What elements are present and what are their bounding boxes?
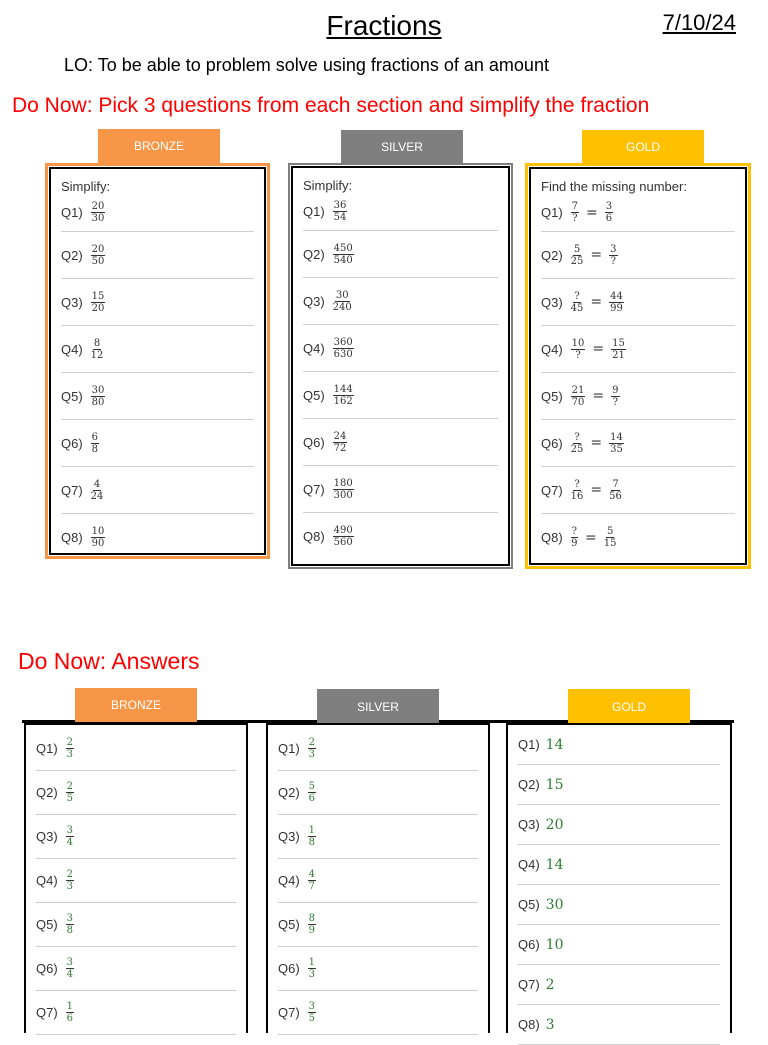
fraction-numerator: 3 xyxy=(66,825,74,836)
fraction-numerator: 360 xyxy=(333,336,353,348)
answer-label: Q6) xyxy=(278,961,300,976)
gold-question-list xyxy=(541,194,735,561)
fraction-denominator: 9 xyxy=(308,925,316,936)
fraction-denominator: 8 xyxy=(308,837,316,848)
question-row xyxy=(303,278,498,325)
fraction-numerator: 7 xyxy=(612,478,619,490)
silver-tag: SILVER xyxy=(341,130,463,164)
equals-sign: = xyxy=(585,529,597,546)
fraction-numerator: 14 xyxy=(610,431,623,443)
fraction-denominator: 9 xyxy=(571,538,578,549)
answer-label: Q4) xyxy=(36,873,58,888)
fraction-numerator: 1 xyxy=(66,1001,74,1012)
fraction xyxy=(571,479,584,502)
fraction xyxy=(66,781,74,804)
fraction-numerator: 30 xyxy=(91,384,105,396)
answer-value: 10 xyxy=(545,936,564,953)
fraction xyxy=(66,737,74,760)
fraction xyxy=(91,479,104,502)
equals-sign: = xyxy=(590,482,603,498)
question-row xyxy=(541,467,735,514)
question-row xyxy=(61,420,254,467)
fraction xyxy=(308,781,316,804)
fraction xyxy=(571,338,586,361)
question-row xyxy=(541,514,735,561)
question-label: Q6) xyxy=(303,434,325,450)
answer-row xyxy=(518,885,720,925)
fraction-denominator: 5 xyxy=(308,1013,316,1024)
silver-questions-panel xyxy=(288,163,513,569)
answers-silver-tag: SILVER xyxy=(317,689,439,725)
fraction-numerator: 5 xyxy=(573,243,581,255)
question-row xyxy=(61,232,254,279)
answer-row xyxy=(278,815,478,859)
date-label: 7/10/24 xyxy=(662,10,736,35)
fraction-denominator: 54 xyxy=(333,212,347,223)
answer-row xyxy=(36,815,236,859)
fraction-denominator: 99 xyxy=(610,302,623,314)
fraction xyxy=(604,526,617,549)
answer-row xyxy=(36,991,236,1035)
fraction-denominator: 300 xyxy=(333,489,353,501)
question-row xyxy=(61,514,254,561)
fraction-numerator: 8 xyxy=(308,913,316,924)
answer-label: Q3) xyxy=(278,829,300,844)
fraction-numerator: 30 xyxy=(335,289,349,301)
fraction-denominator: 72 xyxy=(333,442,347,454)
answer-label: Q3) xyxy=(518,817,540,832)
fraction-numerator: 7 xyxy=(571,201,579,212)
question-row xyxy=(303,372,498,419)
fraction-denominator: 80 xyxy=(91,396,105,408)
question-label: Q8) xyxy=(303,529,325,544)
fraction xyxy=(333,200,348,223)
answer-label: Q4) xyxy=(518,857,540,872)
question-row xyxy=(61,467,254,514)
answer-label: Q2) xyxy=(278,785,300,800)
fraction xyxy=(333,290,352,313)
fraction-numerator: 44 xyxy=(610,290,623,302)
bronze-instruction: Simplify: xyxy=(61,179,111,194)
fraction-denominator: 4 xyxy=(66,837,74,848)
question-label: Q1) xyxy=(541,205,563,220)
answer-value: 30 xyxy=(545,896,564,913)
answer-label: Q7) xyxy=(518,977,540,992)
fraction xyxy=(91,291,106,314)
question-row xyxy=(61,194,254,232)
question-label: Q7) xyxy=(303,481,325,497)
question-label: Q5) xyxy=(61,388,83,404)
fraction-denominator: 20 xyxy=(91,302,105,314)
fraction xyxy=(333,525,354,548)
bronze-questions-sheet xyxy=(49,167,266,555)
equals-sign: = xyxy=(586,204,598,221)
fraction-numerator: 144 xyxy=(333,383,353,395)
fraction-numerator: 3 xyxy=(308,1001,316,1012)
fraction xyxy=(66,825,74,848)
answer-label: Q1) xyxy=(278,741,300,756)
question-row xyxy=(61,373,254,420)
question-row xyxy=(303,325,498,372)
fraction-denominator: 15 xyxy=(603,538,617,549)
question-row xyxy=(303,193,498,231)
answer-row xyxy=(518,765,720,805)
fraction-numerator: 3 xyxy=(605,201,613,212)
answer-label: Q5) xyxy=(518,897,540,912)
fraction-numerator: 180 xyxy=(333,477,353,489)
fraction-denominator: 50 xyxy=(91,255,105,267)
fraction-denominator: 35 xyxy=(610,443,623,455)
answer-row xyxy=(278,947,478,991)
fraction-denominator: 24 xyxy=(90,490,104,502)
fraction xyxy=(91,338,104,361)
gold-instruction: Find the missing number: xyxy=(541,179,687,194)
fraction-denominator: 6 xyxy=(308,793,316,804)
answer-row xyxy=(278,859,478,903)
fraction-denominator: 7 xyxy=(308,881,316,892)
fraction-numerator: 10 xyxy=(571,337,585,349)
answers-bronze-tag: BRONZE xyxy=(75,688,197,722)
fraction xyxy=(66,1001,74,1024)
question-label: Q6) xyxy=(541,435,563,451)
question-row xyxy=(541,326,735,373)
fraction xyxy=(571,385,586,408)
question-row xyxy=(303,513,498,560)
learning-objective: LO: To be able to problem solve using fractions of an amount xyxy=(64,55,549,75)
fraction-numerator: 8 xyxy=(93,337,101,349)
question-label: Q3) xyxy=(303,293,325,309)
fraction xyxy=(611,385,619,408)
fraction-denominator: ? xyxy=(575,349,581,361)
fraction xyxy=(609,432,624,455)
answer-row xyxy=(518,725,720,765)
fraction-numerator: 2 xyxy=(308,737,316,748)
question-row xyxy=(303,466,498,513)
fraction-denominator: 90 xyxy=(91,538,105,549)
fraction-numerator: 3 xyxy=(610,243,617,255)
equals-sign: = xyxy=(590,247,603,263)
question-row xyxy=(541,373,735,420)
answer-label: Q5) xyxy=(36,917,58,932)
fraction xyxy=(308,913,316,936)
question-label: Q5) xyxy=(541,388,563,404)
question-label: Q4) xyxy=(303,340,325,356)
fraction-denominator: 16 xyxy=(570,490,584,502)
answer-row xyxy=(278,991,478,1035)
answer-row xyxy=(36,903,236,947)
answer-label: Q7) xyxy=(36,1005,58,1020)
bronze-answer-list xyxy=(36,727,236,1035)
fraction-denominator: 4 xyxy=(66,969,74,980)
fraction-denominator: 162 xyxy=(333,395,353,407)
fraction xyxy=(333,431,348,454)
question-row xyxy=(541,232,735,279)
fraction-numerator: 1 xyxy=(308,825,316,836)
fraction xyxy=(611,338,626,361)
fraction-denominator: 56 xyxy=(609,490,622,502)
fraction-denominator: 5 xyxy=(66,793,74,804)
fraction-denominator: 12 xyxy=(90,349,104,361)
fraction-numerator: 450 xyxy=(333,242,353,254)
fraction-denominator: 3 xyxy=(66,881,74,892)
fraction-numerator: ? xyxy=(574,431,580,443)
fraction-numerator: 15 xyxy=(91,290,105,302)
fraction xyxy=(308,1001,316,1024)
fraction-numerator: 490 xyxy=(333,525,353,536)
fraction xyxy=(609,244,617,267)
answer-label: Q4) xyxy=(278,873,300,888)
question-label: Q2) xyxy=(541,247,563,263)
fraction-numerator: 20 xyxy=(91,201,105,212)
fraction-numerator: 4 xyxy=(308,869,316,880)
fraction-numerator: 1 xyxy=(308,957,316,968)
answer-label: Q7) xyxy=(278,1005,300,1020)
bronze-questions-panel xyxy=(45,163,270,559)
fraction-numerator: 24 xyxy=(333,430,347,442)
question-row xyxy=(541,194,735,232)
fraction-denominator: 3 xyxy=(66,749,74,760)
question-row xyxy=(61,279,254,326)
answer-label: Q5) xyxy=(278,917,300,932)
question-row xyxy=(303,231,498,278)
question-label: Q4) xyxy=(541,341,563,357)
answer-label: Q1) xyxy=(518,737,540,752)
bronze-question-list xyxy=(61,194,254,561)
fraction-denominator: 30 xyxy=(91,213,105,224)
fraction xyxy=(605,201,613,224)
silver-answers-panel xyxy=(266,723,490,1033)
answer-value: 14 xyxy=(545,856,564,873)
fraction xyxy=(66,869,74,892)
fraction xyxy=(91,526,106,549)
fraction-denominator: 25 xyxy=(570,443,584,455)
answer-label: Q2) xyxy=(36,785,58,800)
answer-row xyxy=(36,947,236,991)
question-label: Q2) xyxy=(303,246,325,262)
answer-label: Q1) xyxy=(36,741,58,756)
gold-answer-list xyxy=(518,725,720,1045)
question-label: Q8) xyxy=(61,530,83,545)
fraction xyxy=(91,201,106,224)
question-row xyxy=(541,420,735,467)
fraction-numerator: 4 xyxy=(93,478,101,490)
fraction xyxy=(609,479,622,502)
silver-instruction: Simplify: xyxy=(303,178,353,193)
fraction-denominator: ? xyxy=(610,255,617,267)
gold-questions-panel xyxy=(525,163,751,569)
answer-label: Q6) xyxy=(36,961,58,976)
fraction xyxy=(571,432,584,455)
answer-row xyxy=(278,903,478,947)
fraction-numerator: 20 xyxy=(91,243,105,255)
bronze-tag: BRONZE xyxy=(98,129,220,163)
answer-value: 3 xyxy=(545,1016,555,1033)
fraction-denominator: 6 xyxy=(66,1013,74,1024)
equals-sign: = xyxy=(590,294,603,310)
fraction-denominator: 3 xyxy=(308,969,316,980)
answer-row xyxy=(518,925,720,965)
fraction xyxy=(333,243,354,266)
fraction-denominator: 240 xyxy=(332,301,352,313)
equals-sign: = xyxy=(592,341,605,357)
fraction-numerator: 10 xyxy=(91,526,105,537)
fraction-denominator: 25 xyxy=(570,255,584,267)
fraction xyxy=(66,957,74,980)
do-now-heading: Do Now: Pick 3 questions from each section and simplify the fraction xyxy=(12,94,650,117)
answer-row xyxy=(518,805,720,845)
fraction-numerator: 2 xyxy=(66,737,74,748)
answer-value: 15 xyxy=(545,776,564,793)
fraction-numerator: 3 xyxy=(66,913,74,924)
fraction-denominator: 8 xyxy=(66,925,74,936)
fraction xyxy=(333,478,354,501)
equals-sign: = xyxy=(590,435,603,451)
fraction-denominator: 70 xyxy=(571,396,585,408)
fraction-denominator: ? xyxy=(612,396,619,408)
answers-heading: Do Now: Answers xyxy=(18,648,200,674)
fraction-denominator: 6 xyxy=(605,213,613,224)
fraction xyxy=(91,432,99,455)
fraction-denominator: 560 xyxy=(333,537,353,548)
question-label: Q6) xyxy=(61,435,83,451)
fraction xyxy=(91,244,106,267)
answer-row xyxy=(518,965,720,1005)
question-row xyxy=(541,279,735,326)
answer-value: 20 xyxy=(545,816,564,833)
answer-row xyxy=(518,845,720,885)
answer-row xyxy=(278,727,478,771)
answer-row xyxy=(36,859,236,903)
bronze-answers-panel xyxy=(24,723,248,1033)
question-row xyxy=(61,326,254,373)
fraction-denominator: ? xyxy=(572,213,578,224)
question-row xyxy=(303,419,498,466)
fraction xyxy=(91,385,106,408)
question-label: Q1) xyxy=(61,205,83,220)
fraction-numerator: ? xyxy=(571,526,578,537)
answer-row xyxy=(36,771,236,815)
fraction-denominator: 3 xyxy=(308,749,316,760)
fraction xyxy=(571,201,579,224)
question-label: Q7) xyxy=(61,482,83,498)
fraction-numerator: 21 xyxy=(571,384,585,396)
page-title: Fractions xyxy=(326,10,442,41)
answer-row xyxy=(278,771,478,815)
question-label: Q3) xyxy=(61,294,83,310)
fraction xyxy=(571,526,578,549)
question-label: Q2) xyxy=(61,247,83,263)
answer-label: Q8) xyxy=(518,1017,540,1032)
fraction xyxy=(333,384,354,407)
fraction xyxy=(308,737,316,760)
fraction-denominator: 21 xyxy=(612,349,625,361)
fraction-numerator: 3 xyxy=(66,957,74,968)
answer-row xyxy=(518,1005,720,1045)
fraction-numerator: ? xyxy=(574,478,580,490)
fraction-denominator: 45 xyxy=(570,302,584,314)
fraction-numerator: 2 xyxy=(66,781,74,792)
gold-questions-sheet xyxy=(529,167,747,565)
fraction xyxy=(308,957,316,980)
question-label: Q5) xyxy=(303,387,325,403)
answer-value: 14 xyxy=(545,736,564,753)
answers-gold-tag: GOLD xyxy=(568,689,690,725)
silver-question-list xyxy=(303,193,498,560)
gold-tag: GOLD xyxy=(582,130,704,164)
question-label: Q8) xyxy=(541,530,563,545)
silver-questions-sheet xyxy=(291,166,510,566)
gold-answers-panel xyxy=(506,723,732,1033)
fraction-numerator: 15 xyxy=(612,337,625,349)
fraction xyxy=(571,244,584,267)
fraction xyxy=(333,337,354,360)
fraction xyxy=(66,913,74,936)
answer-value: 2 xyxy=(545,976,555,993)
answer-label: Q6) xyxy=(518,937,540,952)
question-label: Q4) xyxy=(61,341,83,357)
question-label: Q1) xyxy=(303,204,325,219)
fraction-numerator: 6 xyxy=(91,431,99,443)
answer-row xyxy=(36,727,236,771)
equals-sign: = xyxy=(592,388,605,404)
fraction xyxy=(308,869,316,892)
answer-label: Q3) xyxy=(36,829,58,844)
fraction-numerator: 5 xyxy=(606,526,614,537)
fraction xyxy=(308,825,316,848)
fraction-denominator: 540 xyxy=(333,254,353,266)
fraction xyxy=(609,291,624,314)
fraction-numerator: 9 xyxy=(612,384,619,396)
fraction-numerator: ? xyxy=(574,290,580,302)
fraction-numerator: 36 xyxy=(333,200,347,211)
fraction-numerator: 5 xyxy=(308,781,316,792)
question-label: Q3) xyxy=(541,294,563,310)
answer-label: Q2) xyxy=(518,777,540,792)
fraction xyxy=(571,291,584,314)
fraction-denominator: 630 xyxy=(333,348,353,360)
silver-answer-list xyxy=(278,727,478,1035)
fraction-denominator: 8 xyxy=(91,443,99,455)
question-label: Q7) xyxy=(541,482,563,498)
fraction-numerator: 2 xyxy=(66,869,74,880)
